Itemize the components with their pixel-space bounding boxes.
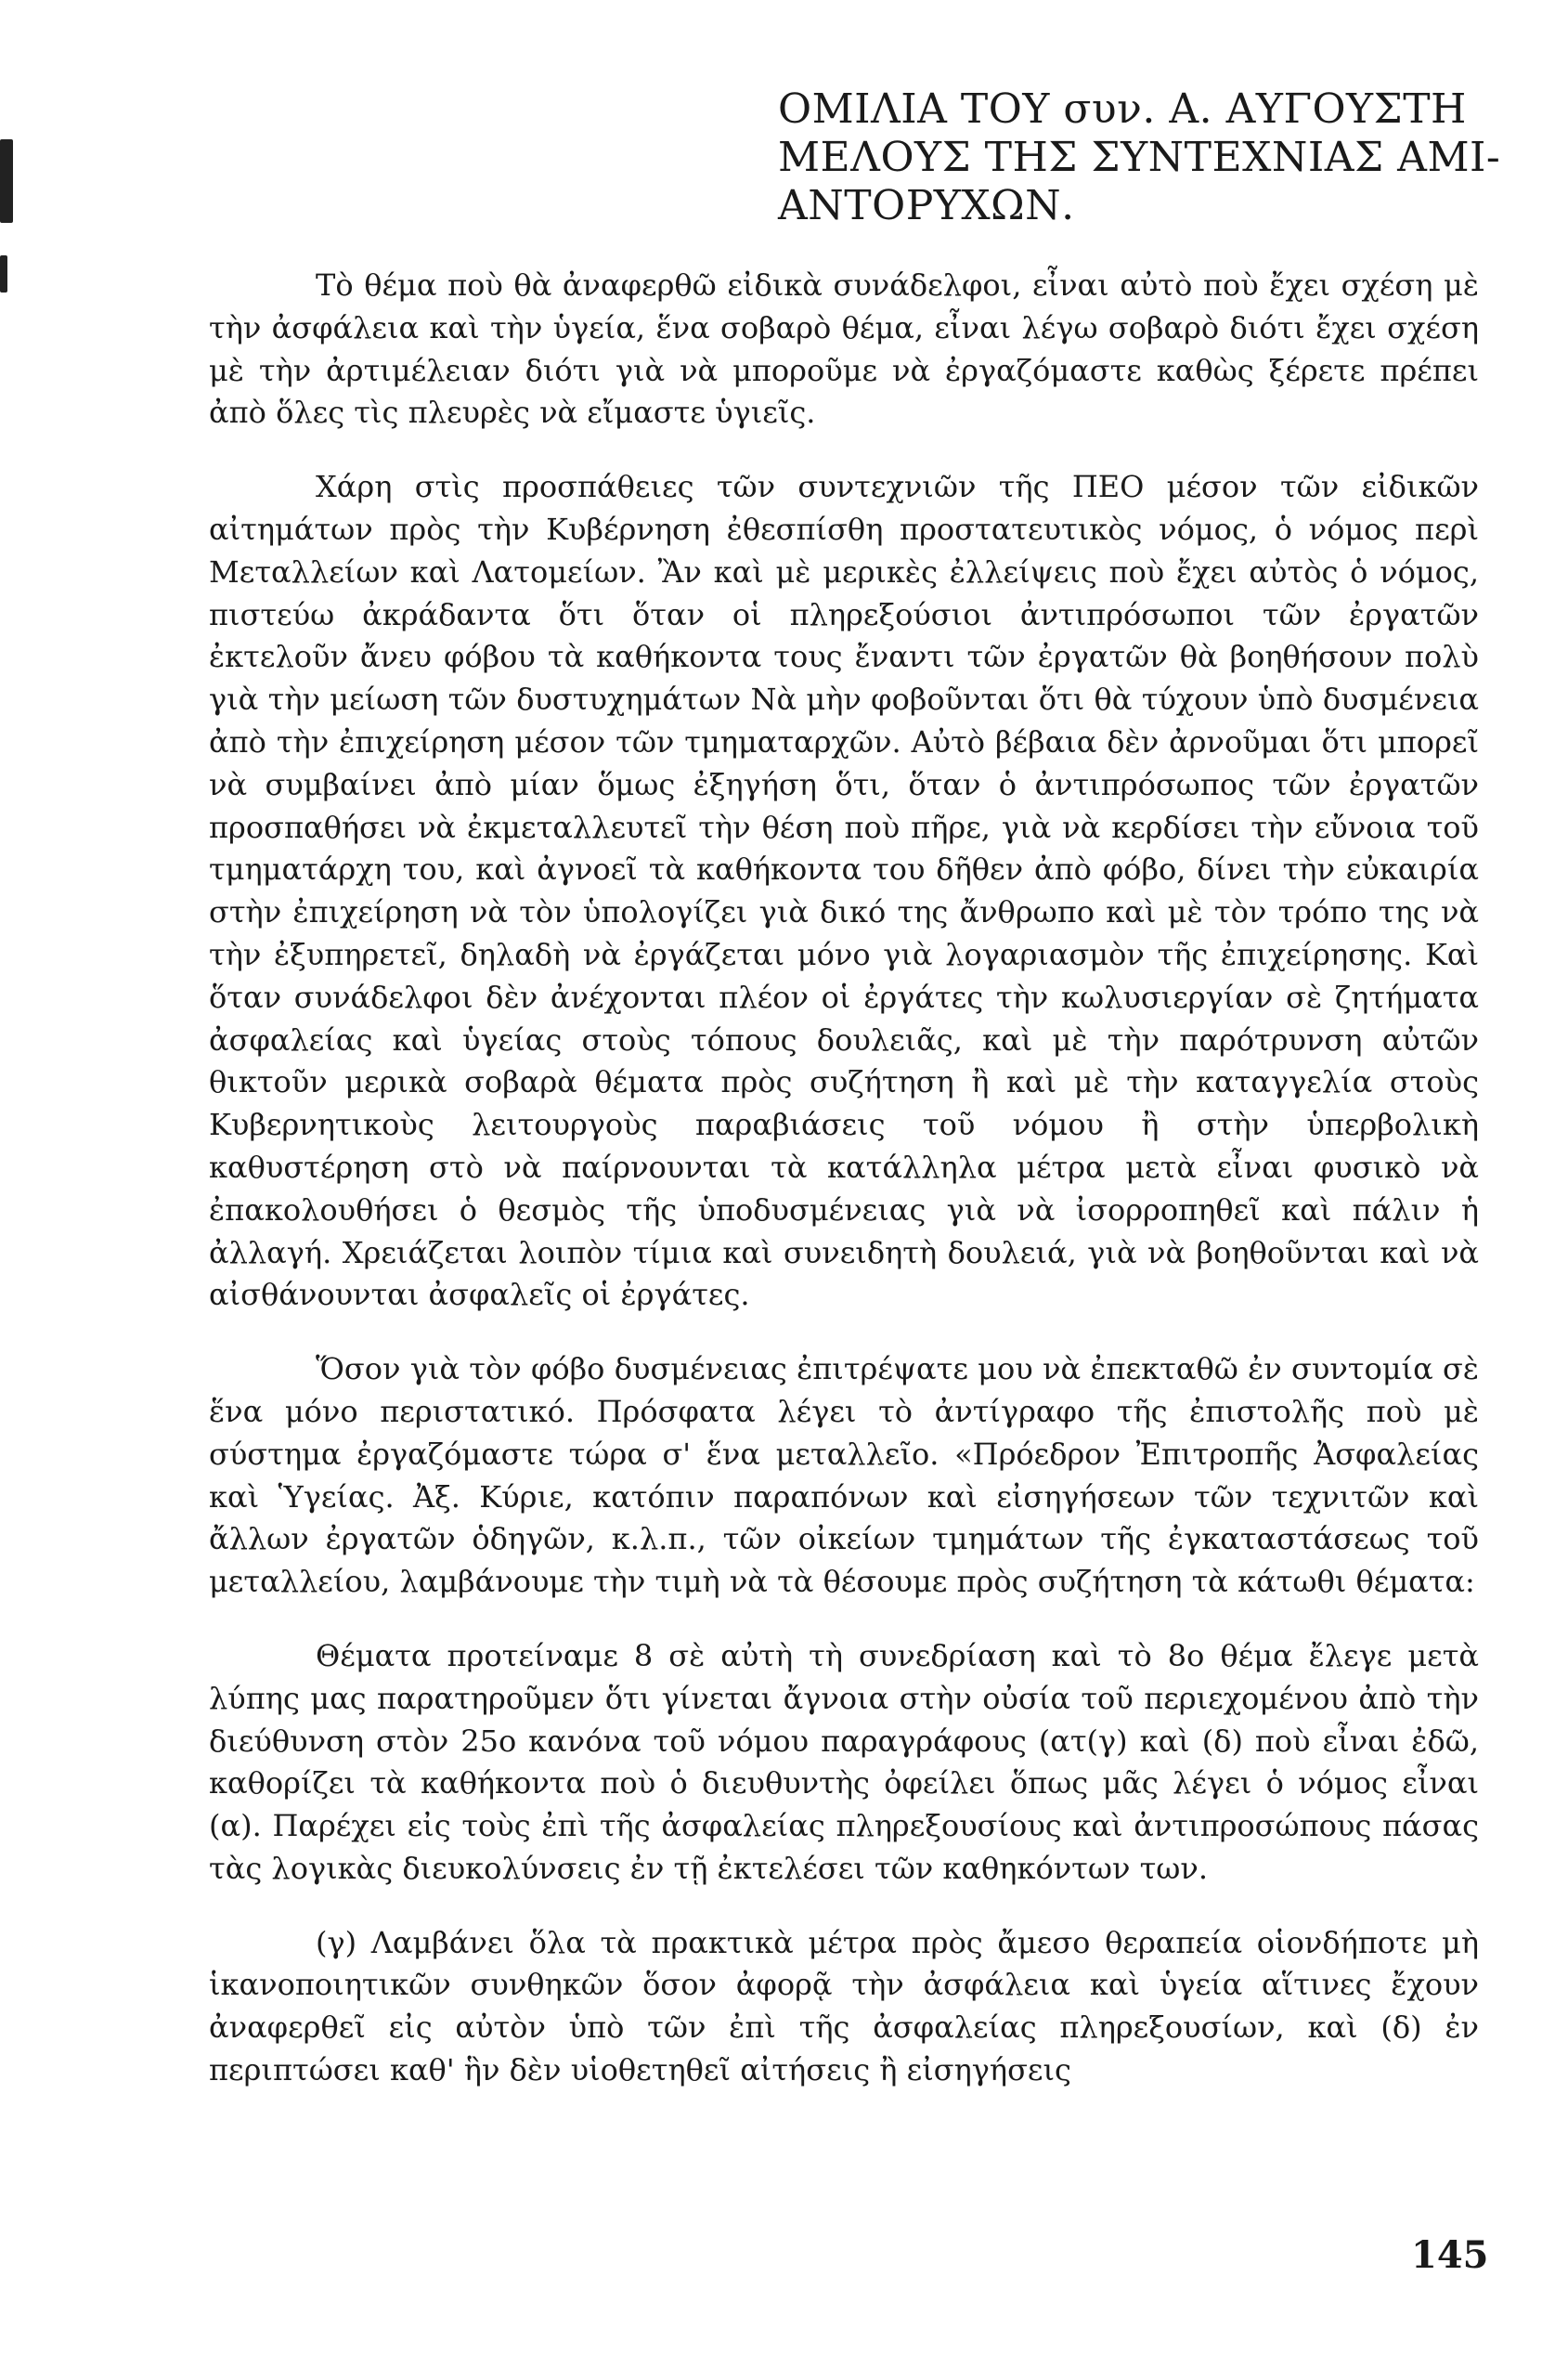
paragraph-1: Τὸ θέμα ποὺ θὰ ἀναφερθῶ εἰδικὰ συνάδελφοι, εἶναι αὐτὸ ποὺ ἔχει σχέση μὲ τὴν ἀσφάλεια καὶ τὴν ὑγεία, ἕνα σοβαρὸ θέμα, εἶναι λέγω σοβαρὸ διότι ἔχει σχέση μὲ τὴν ἀρτιμέλειαν διότι γιὰ νὰ μποροῦμε νὰ ἐργαζόμαστε καθὼς ξέρετε πρέπει ἀπὸ ὅλες τὶς πλευρὲς νὰ εἴμαστε ὑγιεῖς. [209,267,1479,431]
title-line-3: ΑΝΤΟΡΥΧΩΝ. [778,182,1075,229]
scan-edge-mark [0,139,13,223]
title-line-1: ΟΜΙΛΙΑ ΤΟΥ συν. Α. ΑΥΓΟΥΣΤΗ [778,85,1467,133]
scan-edge-mark [0,255,7,293]
paragraph-3: Ὅσον γιὰ τὸν φόβο δυσμένειας ἐπιτρέψατε μου νὰ ἐπεκταθῶ ἐν συντομία σὲ ἕνα μόνο περιστατικό. Πρόσφατα λέγει τὸ ἀντίγραφο τῆς ἐπιστολῆς ποὺ μὲ σύστημα ἐργαζόμαστε τώρα σ' ἕνα μεταλλεῖο. «Πρόεδρον Ἐπιτροπῆς Ἀσφαλείας καὶ Ὑγείας. Ἀξ. Κύριε, κατόπιν παραπόνων καὶ εἰσηγήσεων τῶν τεχνιτῶν καὶ ἄλλων ἐργατῶν ὁδηγῶν, κ.λ.π., τῶν οἰκείων τμημάτων τῆς ἐγκαταστάσεως τοῦ μεταλλείου, λαμβάνουμε τὴν τιμὴ νὰ τὰ θέσουμε πρὸς συζήτηση τὰ κάτωθι θέματα: [209,1351,1479,1600]
paragraph-5: (γ) Λαμβάνει ὅλα τὰ πρακτικὰ μέτρα πρὸς ἄμεσο θεραπεία οἱονδήποτε μὴ ἱκανοποιητικῶν συνθηκῶν ὅσον ἀφορᾷ τὴν ἀσφάλεια καὶ ὑγεία αἵτινες ἔχουν ἀναφερθεῖ εἰς αὐτὸν ὑπὸ τῶν ἐπὶ τῆς ἀσφαλείας πληρεξουσίων, καὶ (δ) ἐν περιπτώσει καθ' ἣν δὲν υἱοθετηθεῖ αἰτήσεις ἢ εἰσηγήσεις [209,1924,1479,2088]
title-line-2: ΜΕΛΟΥΣ ΤΗΣ ΣΥΝΤΕΧΝΙΑΣ ΑΜΙ- [778,134,1501,181]
paragraph-2: Χάρη στὶς προσπάθειες τῶν συντεχνιῶν τῆς ΠΕΟ μέσον τῶν εἰδικῶν αἰτημάτων πρὸς τὴν Κυβέρνηση ἐθεσπίσθη προστατευτικὸς νόμος, ὁ νόμος περὶ Μεταλλείων καὶ Λατομείων. Ἂν καὶ μὲ μερικὲς ἐλλείψεις ποὺ ἔχει αὐτὸς ὁ νόμος, πιστεύω ἀκράδαντα ὅτι ὅταν οἱ πληρεξούσιοι ἀντιπρόσωποι τῶν ἐργατῶν ἐκτελοῦν ἄνευ φόβου τὰ καθήκοντα τους ἔναντι τῶν ἐργατῶν θὰ βοηθήσουν πολὺ γιὰ τὴν μείωση τῶν δυστυχημάτων Νὰ μὴν φοβοῦνται ὅτι θὰ τύχουν ὑπὸ δυσμένεια ἀπὸ τὴν ἐπιχείρηση μέσον τῶν τμηματαρχῶν. Αὐτὸ βέβαια δὲν ἀρνοῦμαι ὅτι μπορεῖ νὰ συμβαίνει ἀπὸ μίαν ὅμως ἐξηγήση ὅτι, ὅταν ὁ ἀντιπρόσωπος τῶν ἐργατῶν προσπαθήσει νὰ ἐκμεταλλευτεῖ τὴν θέση ποὺ πῆρε, γιὰ νὰ κερδίσει τὴν εὔνοια τοῦ τμηματάρχη του, καὶ ἀγνοεῖ τὰ καθήκοντα του δῆθεν ἀπὸ φόβο, δίνει τὴν εὐκαιρία στὴν ἐπιχείρηση νὰ τὸν ὑπολογίζει γιὰ δικό της ἄνθρωπο καὶ μὲ τὸν τρόπο της νὰ τὴν ἐξυπηρετεῖ, δηλαδὴ νὰ ἐργάζεται μόνο γιὰ λογαριασμὸν τῆς ἐπιχείρησης. Καὶ ὅταν συνάδελφοι δὲν ἀνέχονται πλέον οἱ ἐργάτες τὴν κωλυσιεργίαν σὲ ζητήματα ἀσφαλείας καὶ ὑγείας στοὺς τόπους δουλειᾶς, καὶ μὲ τὴν παρότρυνση αὐτῶν θικτοῦν μερικὰ σοβαρὰ θέματα πρὸς συζήτηση ἢ καὶ μὲ τὴν καταγγελία στοὺς Κυβερνητικοὺς λειτουργοὺς παραβιάσεις τοῦ νόμου ἢ στὴν ὑπερβολικὴ καθυστέρηση στὸ νὰ παίρνουνται τὰ κατάλληλα μέτρα μετὰ εἶναι φυσικὸ νὰ ἐπακολουθήσει ὁ θεσμὸς τῆς ὑποδυσμένειας γιὰ νὰ ἰσορροπηθεῖ καὶ πάλιν ἡ ἀλλαγή. Χρειάζεται λοιπὸν τίμια καὶ συνειδητὴ δουλειά, γιὰ νὰ βοηθοῦνται καὶ νὰ αἰσθάνουνται ἀσφαλεῖς οἱ ἐργάτες. [209,469,1479,1313]
page-number: 145 [1411,2233,1489,2277]
body-text [209,265,1479,2092]
paragraph-4: Θέματα προτείναμε 8 σὲ αὐτὴ τὴ συνεδρίαση καὶ τὸ 8ο θέμα ἔλεγε μετὰ λύπης μας παρατηροῦμεν ὅτι γίνεται ἄγνοια στὴν οὐσία τοῦ περιεχομένου ἀπὸ τὴν διεύθυνση στὸν 25ο κανόνα τοῦ νόμου παραγράφους (ατ(γ) καὶ (δ) ποὺ εἶναι ἐδῶ, καθορίζει τὰ καθήκοντα ποὺ ὁ διευθυντὴς ὀφείλει ὅπως μᾶς λέγει ὁ νόμος εἶναι (α). Παρέχει εἰς τοὺς ἐπὶ τῆς ἀσφαλείας πληρεξουσίους καὶ ἀντιπροσώπους πάσας τὰς λογικὰς διευκολύνσεις ἐν τῇ ἐκτελέσει τῶν καθηκόντων των. [209,1637,1479,1886]
speech-title [778,85,1501,230]
